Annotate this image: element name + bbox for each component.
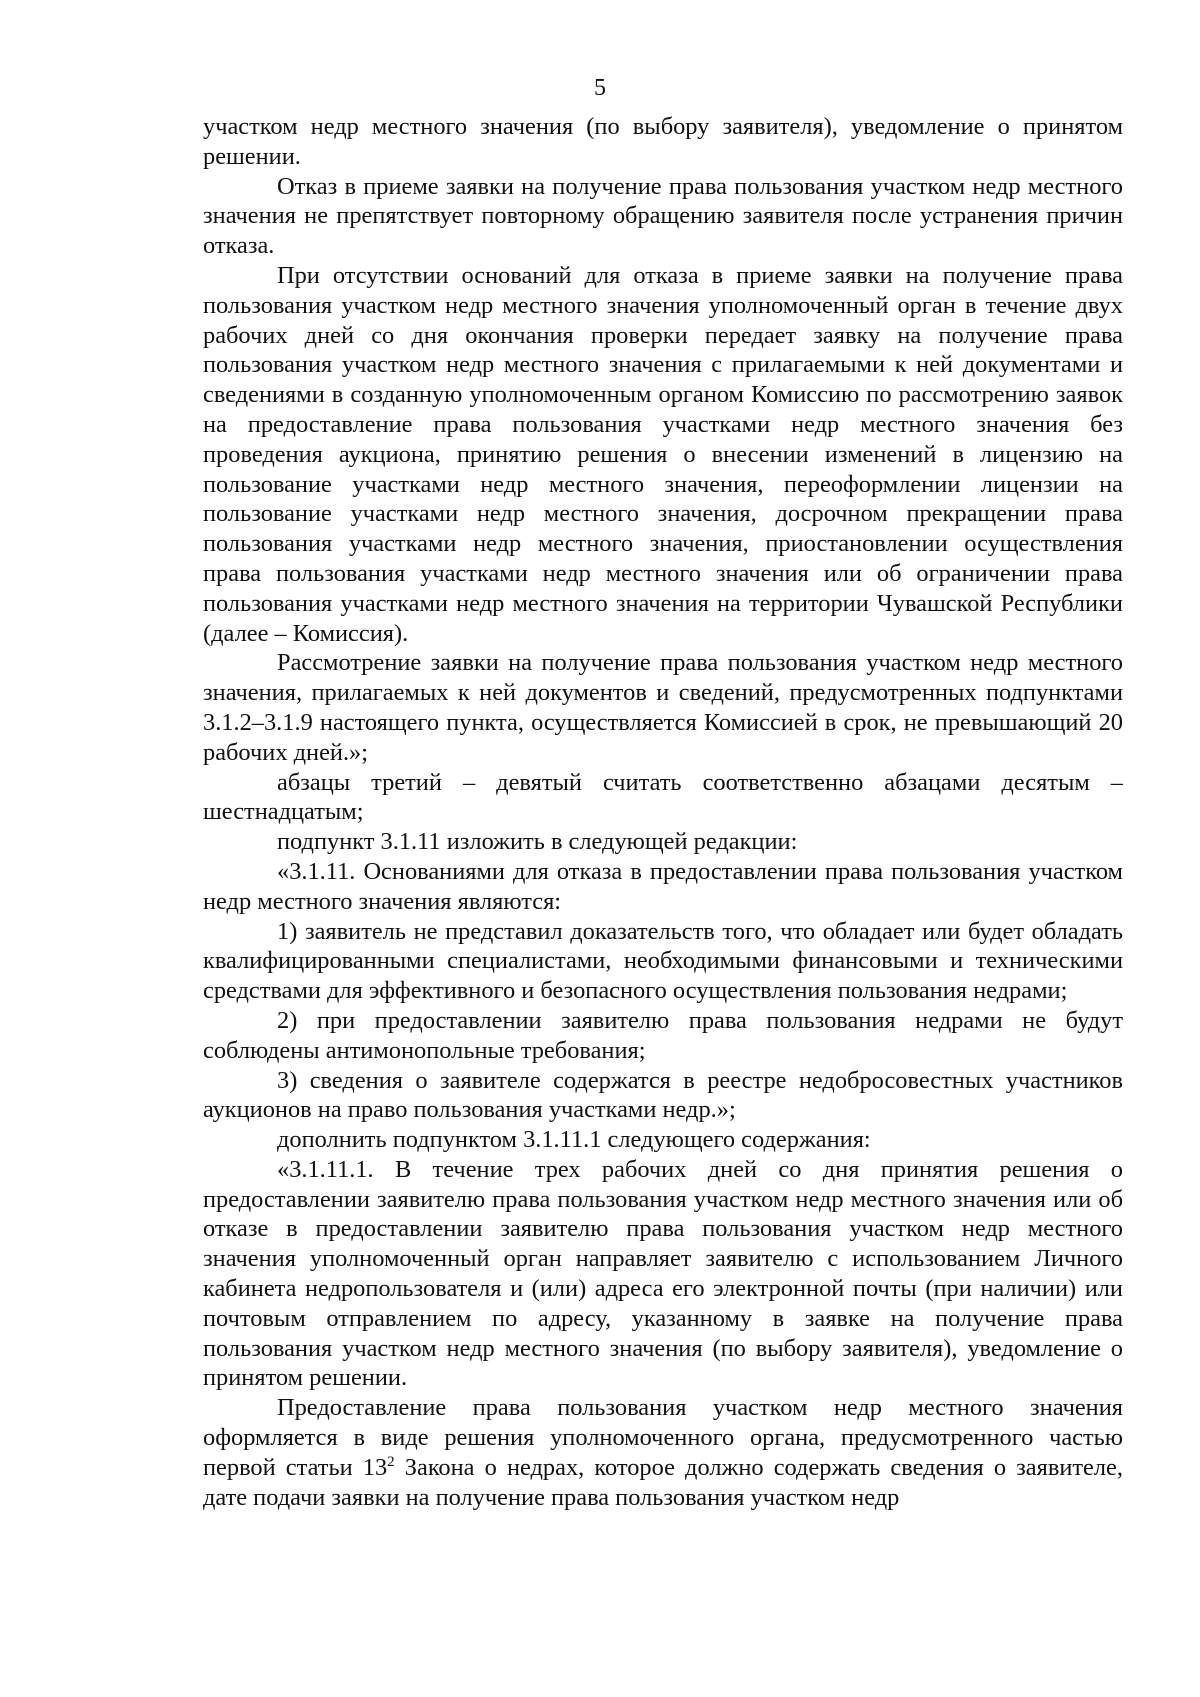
paragraph: подпункт 3.1.11 изложить в следующей редакции: [277,828,798,856]
document-body [203,112,1123,1512]
paragraph: абзацы третий – девятый считать соответственно абзацами десятым – шестнадцатым; [203,768,1123,826]
list-item: 3) сведения о заявителе содержатся в реестре недобросовестных участников аукционов на право пользования участками недр.»; [203,1066,1123,1124]
paragraph: При отсутствии оснований для отказа в приеме заявки на получение права пользования участком недр местного значения уполномоченный орган в течение двух рабочих дней со дня окончания проверки передает заявку на получение права пользования участком недр местного значения с прилагаемыми к ней документами и сведениями в созданную уполномоченным органом Комиссию по рассмотрению заявок на предоставление права пользования участками недр местного значения без проведения аукциона, принятию решения о внесении изменений в лицензию на пользование участками недр местного значения, переоформлении лицензии на пользование участками недр местного значения, досрочном прекращении права пользования участками недр местного значения, приостановлении осуществления права пользования участками недр местного значения или об ограничении права пользования участками недр местного значения на территории Чувашской Республики (далее – Комиссия). [203,261,1123,647]
list-item: 1) заявитель не представил доказательств того, что обладает или будет обладать квалифицированными специалистами, необходимыми финансовыми и техническими средствами для эффективного и безопасного осуществления пользования недрами; [203,917,1123,1005]
paragraph: Рассмотрение заявки на получение права пользования участком недр местного значения, прилагаемых к ней документов и сведений, предусмотренных подпунктами 3.1.2–3.1.9 настоящего пункта, осуществляется Комиссией в срок, не превышающий 20 рабочих дней.»; [203,649,1123,766]
paragraph: Отказ в приеме заявки на получение права пользования участком недр местного значения не препятствует повторному обращению заявителя после устранения причин отказа. [203,172,1123,260]
list-item: 2) при предоставлении заявителю права пользования недрами не будут соблюдены антимонопольные требования; [203,1006,1123,1064]
paragraph-text: Закона о недрах, которое должно содержать сведения о заявителе, дате подачи заявки на получение права пользования участком недр [203,1453,1123,1511]
paragraph: «3.1.11.1. В течение трех рабочих дней со дня принятия решения о предоставлении заявителю права пользования участком недр местного значения или об отказе в предоставлении заявителю права пользования участком недр местного значения уполномоченный орган направляет заявителю с использованием Личного кабинета недропользователя и (или) адреса его электронной почты (при наличии) или почтовым отправлением по адресу, указанному в заявке на получение права пользования участком недр местного значения (по выбору заявителя), уведомление о принятом решении. [203,1155,1123,1392]
paragraph: «3.1.11. Основаниями для отказа в предоставлении права пользования участком недр местного значения являются: [203,857,1123,915]
paragraph-text: Предоставление права пользования участком недр местного значения оформляется в виде решения уполномоченного органа, предусмотренного частью первой статьи 13 [203,1394,1123,1481]
paragraph-continuation: участком недр местного значения (по выбору заявителя), уведомление о принятом решении. [203,113,1123,170]
paragraph-last [203,1393,1123,1512]
page-number: 5 [594,75,606,101]
paragraph: дополнить подпунктом 3.1.11.1 следующего содержания: [277,1126,871,1154]
superscript: 2 [387,1453,395,1470]
